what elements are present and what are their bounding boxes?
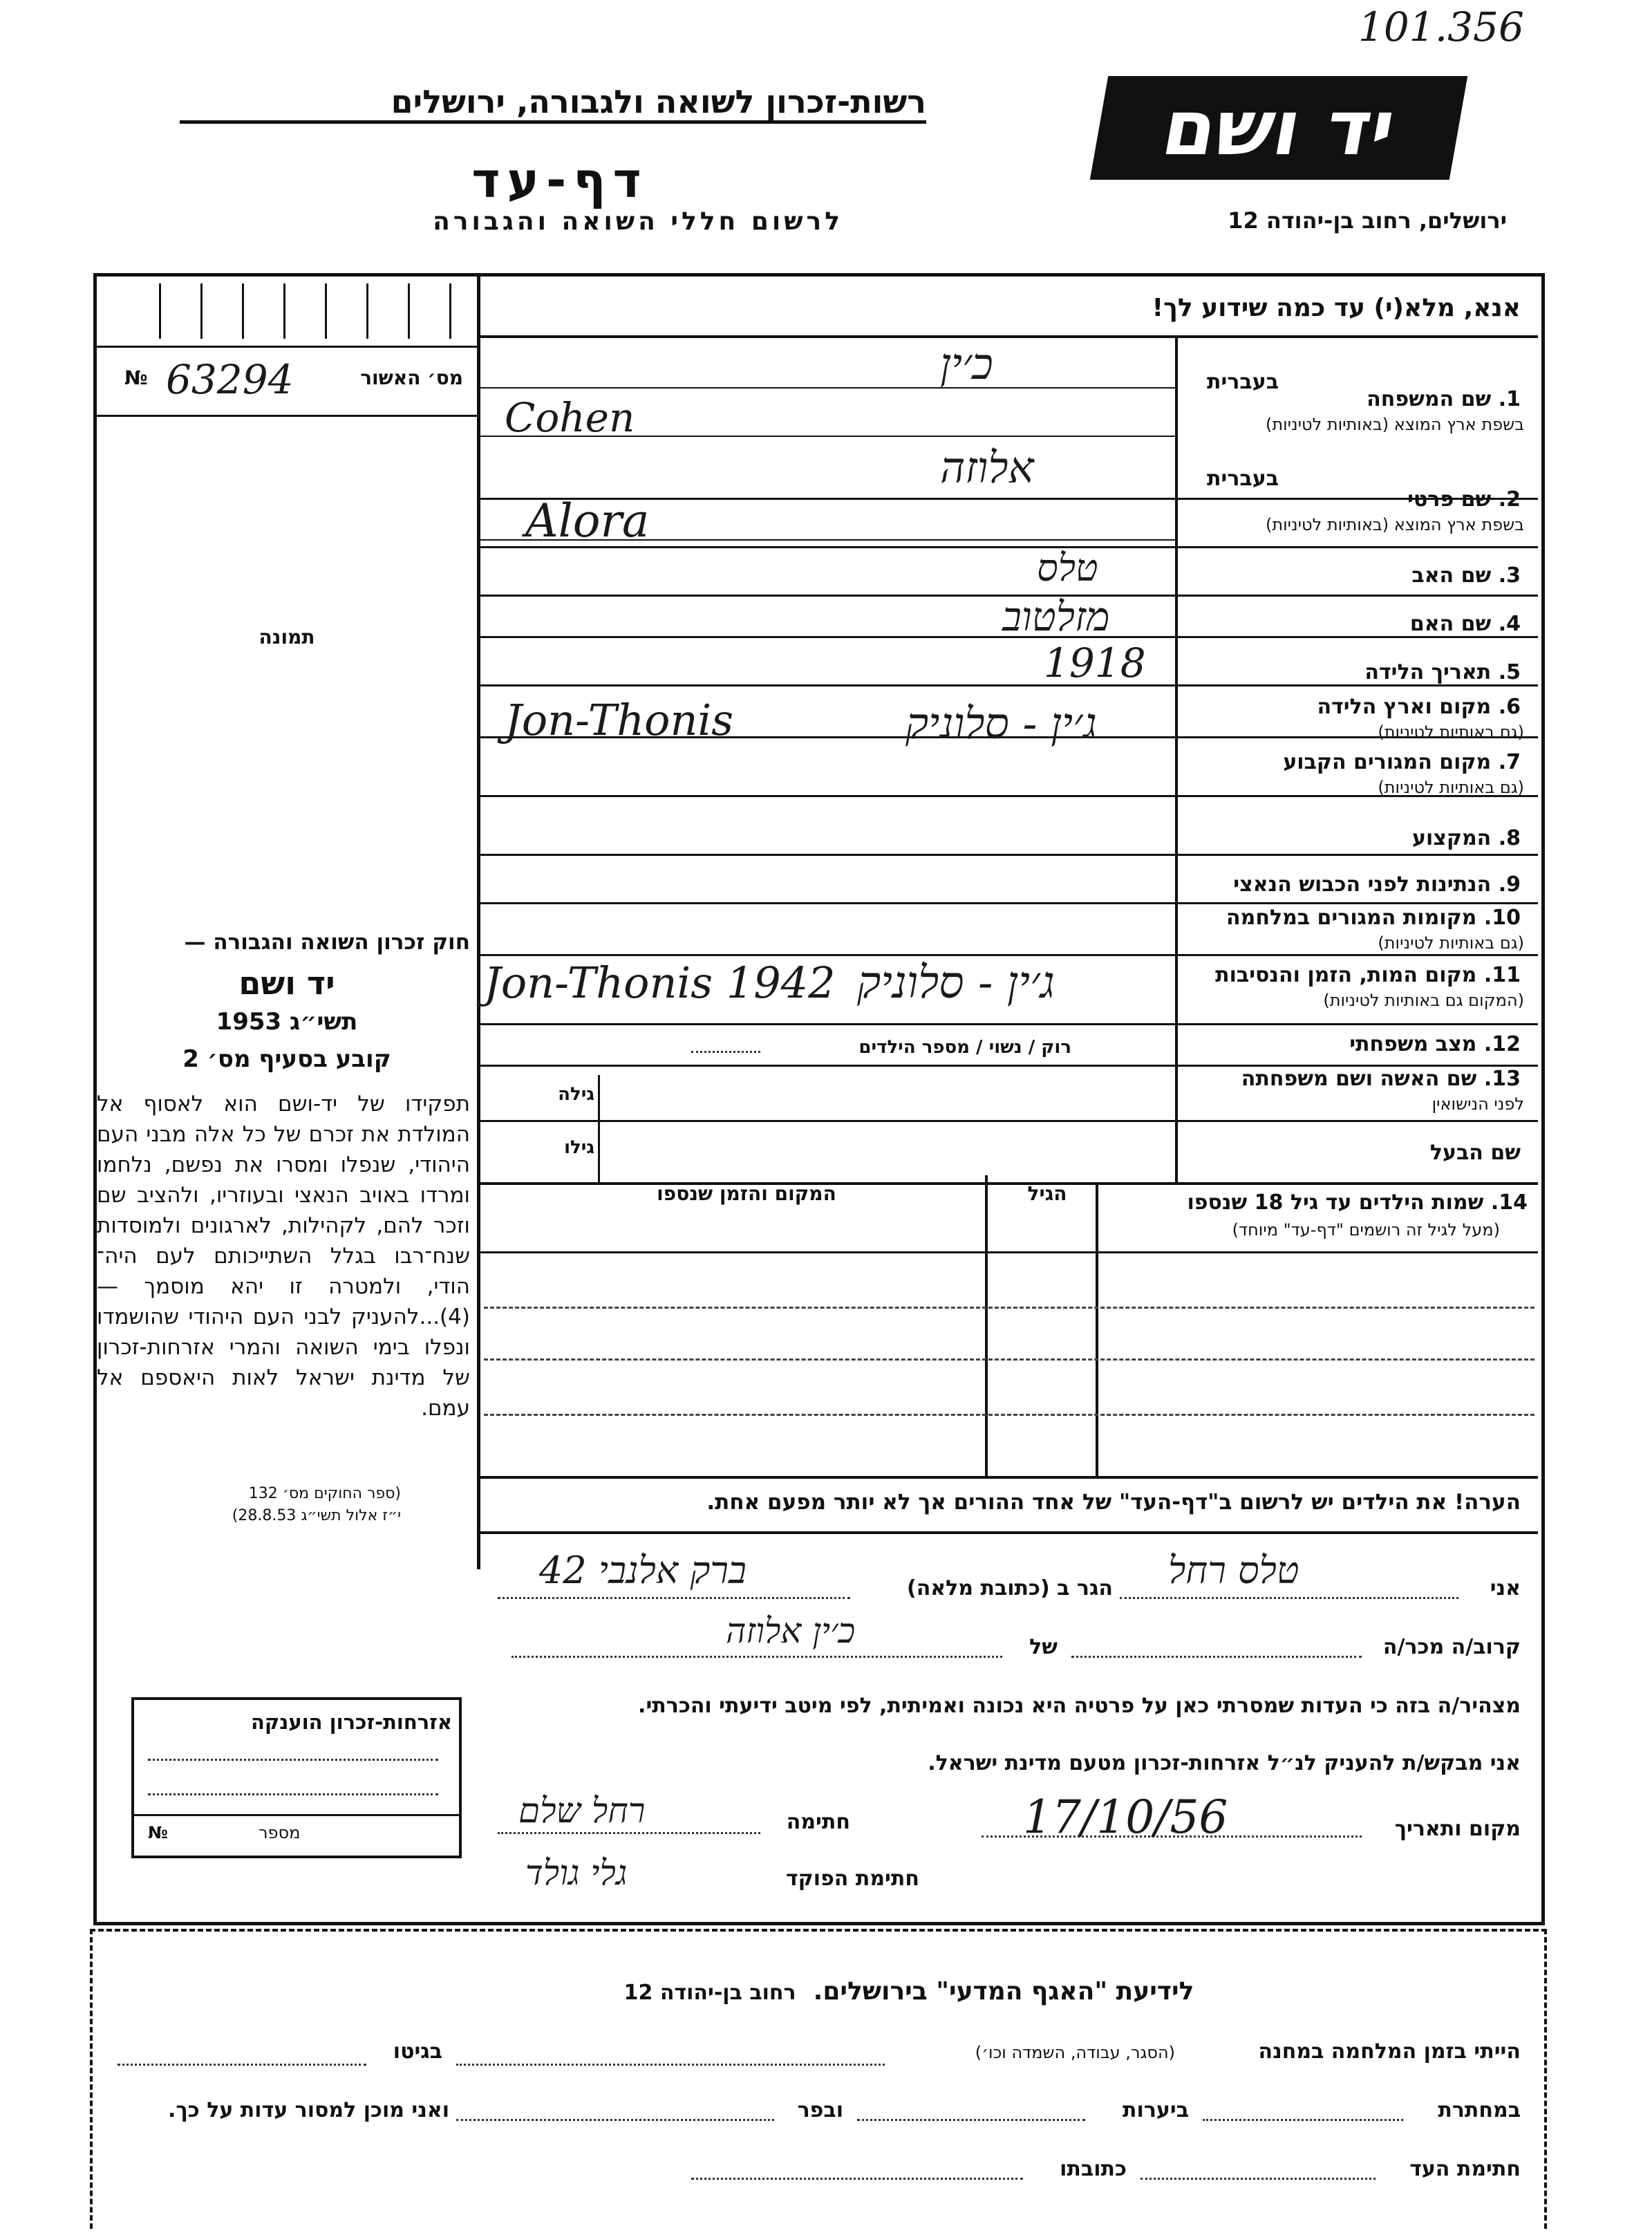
row-2-hebrew-tag: בעברית	[1207, 467, 1279, 491]
row-6-label: 6. מקום וארץ הלידה	[1317, 695, 1521, 719]
row-2-value-latin: Alora	[525, 494, 650, 548]
footer-line2-a: במחתרת	[1438, 2098, 1521, 2122]
form-intro: אנא, מלא(י) עד כמה שידוע לך!	[1152, 294, 1521, 322]
of-label: של	[1029, 1635, 1058, 1659]
law-text: תפקידו של יד-ושם הוא לאסוף אל המולדת את זכרם של כל אלה מבני העם היהודי, שנפלו ומסרו את נפשם, נלחמו ומרדו באויב הנאצי ובעוזריו, ולהציב שם וזכר להם, לקהילות, לארגונים ולמוסדות שנח־רבו בגלל השתייכותם לעם היה־ הודי, ולמטרה זו יהא מוסמך — (4)...להעניק לבני העם היהודי שהושמדו ונפלו בימי השואה והמרי אזרחות-זכרון של מדינת ישראל לאות היאספם אל עמם.	[97, 1092, 470, 1421]
footer-line3-a: חתימת העד	[1409, 2157, 1521, 2181]
row-8-label: 8. המקצוע	[1411, 826, 1521, 850]
children-col-place: המקום והזמן שנספו	[657, 1182, 836, 1205]
row-1-hebrew-tag: בעברית	[1207, 370, 1279, 394]
resident-label: הגר ב (כתובת מלאה)	[906, 1576, 1113, 1600]
row-2-sublabel: בשפת ארץ המוצא (באותיות לטיניות)	[1266, 515, 1524, 534]
row-5-label: 5. תאריך הלידה	[1364, 660, 1521, 684]
row-separator	[480, 902, 1538, 904]
row-2-label: 2. שם פרטי	[1407, 487, 1521, 512]
children-col-age: הגיל	[1027, 1182, 1067, 1205]
row-4-label: 4. שם האם	[1409, 612, 1521, 636]
husband-age-label: גילו	[564, 1137, 594, 1158]
law-date: י״ז אלול תשי״ג 28.8.53)	[232, 1507, 401, 1524]
row-separator	[480, 1120, 1538, 1122]
row-13-label: 13. שם האשה ושם משפחתה	[1241, 1067, 1521, 1091]
signature-label: חתימה	[786, 1810, 850, 1834]
row-separator	[480, 854, 1538, 856]
row-separator	[480, 684, 1538, 686]
row-11-sublabel: (המקום גם באותיות לטיניות)	[1323, 991, 1524, 1010]
yad-vashem-logo: יד ושם	[1090, 76, 1467, 180]
row-7-label: 7. מקום המגורים הקבוע	[1283, 750, 1521, 774]
row-6-value-latin: Jon-Thonis	[505, 695, 734, 745]
citizenship-box: אזרחות-זכרון הוענקה № מספר	[131, 1697, 462, 1858]
row-13-sublabel: לפני הנישואין	[1432, 1094, 1524, 1114]
row-1-value-hebrew: כ׳ין	[940, 339, 993, 389]
statement-2: אני מבקש/ת להעניק לנ״ל אזרחות-זכרון מטעם מדינת ישראל.	[928, 1751, 1521, 1775]
witness-name: טלס רחל	[1168, 1549, 1299, 1592]
footer-line1-b: (הסגר, עבודה, השמדה וכו׳)	[975, 2043, 1175, 2062]
row-2-value-hebrew: אלוזה	[940, 442, 1034, 493]
of-value: כ׳ין אלוזה	[726, 1611, 856, 1651]
row-10-label: 10. מקומות המגורים במלחמה	[1226, 906, 1521, 930]
file-number-value: 63294	[166, 356, 294, 403]
row-11-value-hebrew: ג׳ין - סלוניק	[857, 957, 1055, 1009]
row-7-sublabel: (גם באותיות לטיניות)	[1378, 778, 1524, 797]
law-name: יד ושם	[238, 964, 335, 1002]
row-6-sublabel: (גם באותיות לטיניות)	[1378, 722, 1524, 742]
file-number-field: № 63294 מס׳ האשור	[124, 356, 463, 403]
law-clause: קובע בסעיף מס׳ 2	[182, 1045, 391, 1073]
children-label: 14. שמות הילדים עד גיל 18 שנספו	[1187, 1190, 1528, 1215]
law-title: חוק זכרון השואה והגבורה —	[184, 930, 470, 955]
row-6-value-hebrew: ג׳ין - סלוניק	[905, 698, 1097, 749]
footer-line1-c: בגיטו	[393, 2039, 442, 2064]
law-source: (ספר החוקים מס׳ 132	[248, 1485, 401, 1502]
tick-marks	[159, 283, 456, 339]
statement-1: מצהיר/ה בזה כי העדות שמסרתי כאן על פרטיה היא נכונה ואמיתית, לפי מיטב ידיעתי והכרתי.	[638, 1694, 1521, 1718]
date-value: 17/10/56	[1023, 1791, 1228, 1844]
photo-label: תמונה	[259, 626, 315, 648]
row-11-value-latin: Jon-Thonis 1942	[484, 957, 836, 1008]
row-11-label: 11. מקום המות, הזמן והנסיבות	[1215, 963, 1521, 987]
row-5-value: 1918	[1044, 639, 1146, 686]
row-separator	[480, 387, 1175, 389]
row-1-value-latin: Cohen	[505, 394, 635, 441]
children-sublabel: (מעל לגיל זה רושמים "דף-עד" מיוחד)	[1232, 1220, 1500, 1240]
archive-number: 101.356	[1358, 3, 1524, 50]
form-subtitle: לרשום חללי השואה והגבורה	[433, 207, 843, 236]
footer-line2-b: ביערות	[1123, 2098, 1189, 2122]
row-1-sublabel: בשפת ארץ המוצא (באותיות לטיניות)	[1266, 415, 1524, 434]
row-1-label: 1. שם המשפחה	[1367, 387, 1521, 411]
decl-i-label: אני	[1490, 1576, 1521, 1600]
officer-signature: גלי גולד	[525, 1853, 628, 1893]
header-address: ירושלים, רחוב בן-יהודה 12	[1228, 207, 1507, 234]
row-10-sublabel: (גם באותיות לטיניות)	[1378, 933, 1524, 953]
law-year: תשי״ג 1953	[216, 1008, 358, 1036]
row-12-label: 12. מצב משפחתי	[1349, 1032, 1521, 1056]
children-note: הערה! את הילדים יש לרשום ב"דף-העד" של אחד ההורים אך לא יותר מפעם אחת.	[706, 1490, 1521, 1515]
address-value: ברק אלנבי 42	[539, 1549, 747, 1592]
row-13-age-label: גילה	[558, 1084, 594, 1105]
form-title: דף-עד	[471, 152, 648, 209]
row-separator	[480, 954, 1538, 956]
row-9-label: 9. הנתינות לפני הכבוש הנאצי	[1233, 872, 1521, 897]
footer-line1-a: הייתי בזמן המלחמה במחנה	[1258, 2039, 1521, 2064]
place-date-label: מקום ותאריך	[1394, 1817, 1521, 1841]
footer-box	[90, 1929, 1547, 2229]
row-12-options: רוק / נשוי / מספר הילדים	[858, 1037, 1071, 1058]
institution-name: רשות-זכרון לשואה ולגבורה, ירושלים	[180, 83, 926, 124]
row-3-label: 3. שם האב	[1411, 563, 1521, 588]
signature-value: רחל שלם	[518, 1791, 646, 1831]
officer-label: חתימת הפוקד	[786, 1867, 919, 1891]
husband-label: שם הבעל	[1429, 1141, 1521, 1165]
footer-line3-b: כתובתו	[1060, 2157, 1127, 2181]
footer-line2-c: ובפר	[797, 2098, 843, 2122]
relative-label: קרוב/ה מכר/ה	[1382, 1635, 1521, 1659]
footer-line2-d: ואני מוכן למסור עדות על כך.	[168, 2098, 449, 2122]
row-separator	[480, 1023, 1538, 1025]
footer-title: לידיעת "האגף המדעי" בירושלים. רחוב בן-יהודה 12	[623, 1977, 1194, 2006]
row-3-value: טלס	[1037, 546, 1098, 590]
row-4-value: מזלטוב	[1002, 593, 1110, 640]
